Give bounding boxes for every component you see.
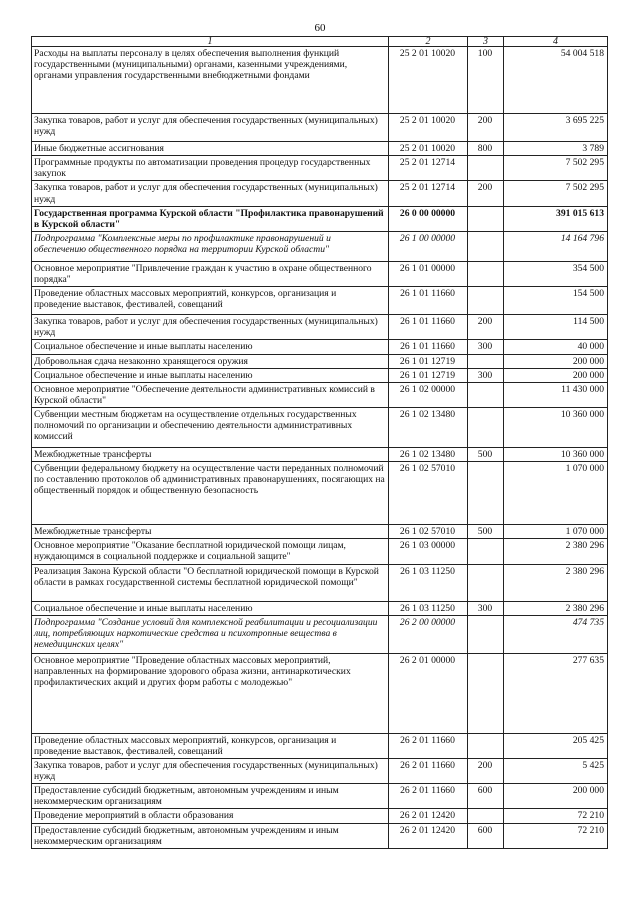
row-name: Подпрограмма "Создание условий для комплексной реабилитации и ресоциализации лиц, потребляющих наркотические средства и психотропные вещества в немедицинских целях" (32, 615, 389, 653)
row-expense-type: 300 (468, 368, 504, 382)
row-amount: 114 500 (504, 315, 608, 340)
table-row (32, 368, 608, 382)
row-expense-type (468, 206, 504, 231)
row-amount: 1 070 000 (504, 525, 608, 539)
row-name: Государственная программа Курской области "Профилактика правонарушений в Курской области" (32, 206, 389, 231)
row-amount: 2 380 296 (504, 539, 608, 564)
row-expense-type (468, 733, 504, 758)
table-row (32, 408, 608, 448)
row-name: Проведение мероприятий в области образования (32, 809, 389, 823)
row-amount: 2 380 296 (504, 601, 608, 615)
row-amount: 3 695 225 (504, 114, 608, 142)
row-code: 26 1 00 00000 (389, 231, 468, 261)
row-name: Основное мероприятие "Оказание бесплатной юридической помощи лицам, нуждающимся в социальной поддержке и социальной защите" (32, 539, 389, 564)
row-expense-type: 200 (468, 181, 504, 206)
row-name: Основное мероприятие "Привлечение граждан к участию в охране общественного порядка" (32, 261, 389, 286)
table-row (32, 564, 608, 601)
row-code: 26 1 03 11250 (389, 601, 468, 615)
row-name: Расходы на выплаты персоналу в целях обеспечения выполнения функций государственными (муниципальными) органами, казенными учреждениями, органами управления государственными внебюджетными фондами (32, 47, 389, 114)
row-name: Проведение областных массовых мероприятий, конкурсов, организация и проведение выставок, фестивалей, совещаний (32, 287, 389, 315)
row-name: Основное мероприятие "Проведение областных массовых мероприятий, направленных на формирование здорового образа жизни, антинаркотических профилактических акций и других форм работы с молодежью" (32, 653, 389, 733)
table-row (32, 340, 608, 354)
row-expense-type (468, 408, 504, 448)
row-code: 26 1 02 57010 (389, 525, 468, 539)
row-expense-type (468, 539, 504, 564)
row-name: Подпрограмма "Комплексные меры по профилактике правонарушений и обеспечению общественного порядка на территории Курской области" (32, 231, 389, 261)
row-expense-type (468, 653, 504, 733)
page-number: 60 (314, 22, 326, 34)
row-code: 26 2 01 12420 (389, 809, 468, 823)
table-row (32, 653, 608, 733)
row-code: 25 2 01 12714 (389, 156, 468, 181)
row-amount: 200 000 (504, 368, 608, 382)
row-expense-type (468, 462, 504, 525)
row-amount: 10 360 000 (504, 408, 608, 448)
row-code: 26 1 01 11660 (389, 315, 468, 340)
row-name: Иные бюджетные ассигнования (32, 142, 389, 156)
row-code: 26 2 00 00000 (389, 615, 468, 653)
row-expense-type (468, 287, 504, 315)
row-expense-type (468, 615, 504, 653)
row-code: 26 2 01 00000 (389, 653, 468, 733)
table-row (32, 231, 608, 261)
table-header-row (32, 37, 608, 47)
row-code: 26 2 01 11660 (389, 784, 468, 809)
row-code: 26 1 01 11660 (389, 340, 468, 354)
row-amount: 3 789 (504, 142, 608, 156)
row-amount: 72 210 (504, 809, 608, 823)
row-code: 26 1 02 13480 (389, 448, 468, 462)
row-code: 26 1 01 00000 (389, 261, 468, 286)
row-name: Предоставление субсидий бюджетным, автономным учреждениям и иным некоммерческим организациям (32, 784, 389, 809)
row-expense-type (468, 231, 504, 261)
row-name: Предоставление субсидий бюджетным, автономным учреждениям и иным некоммерческим организациям (32, 823, 389, 848)
row-amount: 10 360 000 (504, 448, 608, 462)
row-name: Социальное обеспечение и иные выплаты населению (32, 601, 389, 615)
row-name: Закупка товаров, работ и услуг для обеспечения государственных (муниципальных) нужд (32, 315, 389, 340)
row-amount: 2 380 296 (504, 564, 608, 601)
table-row (32, 206, 608, 231)
row-name: Закупка товаров, работ и услуг для обеспечения государственных (муниципальных) нужд (32, 758, 389, 783)
row-expense-type: 200 (468, 758, 504, 783)
row-expense-type (468, 354, 504, 368)
table-row (32, 809, 608, 823)
row-code: 26 0 00 00000 (389, 206, 468, 231)
row-amount: 391 015 613 (504, 206, 608, 231)
table-row (32, 601, 608, 615)
row-amount: 7 502 295 (504, 181, 608, 206)
row-code: 26 2 01 11660 (389, 733, 468, 758)
row-name: Реализация Закона Курской области "О бесплатной юридической помощи в Курской области в рамках государственной системы бесплатной юридической помощи" (32, 564, 389, 601)
row-expense-type: 300 (468, 340, 504, 354)
table-row (32, 539, 608, 564)
table-row (32, 181, 608, 206)
row-expense-type: 100 (468, 47, 504, 114)
row-name: Проведение областных массовых мероприятий, конкурсов, организация и проведение выставок, фестивалей, совещаний (32, 733, 389, 758)
row-amount: 277 635 (504, 653, 608, 733)
row-code: 26 2 01 12420 (389, 823, 468, 848)
row-name: Субвенции федеральному бюджету на осуществление части переданных полномочий по составлению протоколов об административных правонарушениях, посягающих на общественный порядок и общественную безопасность (32, 462, 389, 525)
row-expense-type: 500 (468, 448, 504, 462)
row-name: Закупка товаров, работ и услуг для обеспечения государственных (муниципальных) нужд (32, 114, 389, 142)
row-expense-type: 600 (468, 784, 504, 809)
row-expense-type (468, 156, 504, 181)
budget-table (31, 36, 608, 849)
row-code: 26 1 02 57010 (389, 462, 468, 525)
row-amount: 354 500 (504, 261, 608, 286)
row-amount: 474 735 (504, 615, 608, 653)
table-row (32, 784, 608, 809)
row-expense-type: 200 (468, 315, 504, 340)
header-col-4: 4 (504, 37, 608, 47)
row-amount: 205 425 (504, 733, 608, 758)
table-row (32, 758, 608, 783)
table-row (32, 142, 608, 156)
row-code: 26 2 01 11660 (389, 758, 468, 783)
table-row (32, 261, 608, 286)
row-code: 26 1 01 11660 (389, 287, 468, 315)
row-code: 26 1 03 00000 (389, 539, 468, 564)
row-amount: 1 070 000 (504, 462, 608, 525)
table-row (32, 315, 608, 340)
row-name: Социальное обеспечение и иные выплаты населению (32, 340, 389, 354)
row-name: Добровольная сдача незаконно хранящегося оружия (32, 354, 389, 368)
row-name: Закупка товаров, работ и услуг для обеспечения государственных (муниципальных) нужд (32, 181, 389, 206)
row-expense-type (468, 261, 504, 286)
row-amount: 14 164 796 (504, 231, 608, 261)
row-code: 25 2 01 10020 (389, 142, 468, 156)
row-name: Межбюджетные трансферты (32, 525, 389, 539)
row-amount: 54 004 518 (504, 47, 608, 114)
row-name: Программные продукты по автоматизации проведения процедур государственных закупок (32, 156, 389, 181)
table-row (32, 462, 608, 525)
table-row (32, 823, 608, 848)
row-code: 25 2 01 12714 (389, 181, 468, 206)
table-row (32, 47, 608, 114)
row-code: 26 1 02 00000 (389, 382, 468, 407)
row-expense-type (468, 809, 504, 823)
row-name: Основное мероприятие "Обеспечение деятельности административных комиссий в Курской области" (32, 382, 389, 407)
row-code: 25 2 01 10020 (389, 47, 468, 114)
table-row (32, 156, 608, 181)
header-col-2: 2 (389, 37, 468, 47)
table-row (32, 733, 608, 758)
row-expense-type: 800 (468, 142, 504, 156)
row-expense-type: 500 (468, 525, 504, 539)
row-amount: 200 000 (504, 784, 608, 809)
row-expense-type (468, 564, 504, 601)
row-expense-type: 200 (468, 114, 504, 142)
row-expense-type (468, 382, 504, 407)
row-amount: 154 500 (504, 287, 608, 315)
row-amount: 7 502 295 (504, 156, 608, 181)
row-amount: 200 000 (504, 354, 608, 368)
row-name: Субвенции местным бюджетам на осуществление отдельных государственных полномочий по организации и обеспечению деятельности административных комиссий (32, 408, 389, 448)
table-row (32, 114, 608, 142)
row-name: Межбюджетные трансферты (32, 448, 389, 462)
header-col-1: 1 (32, 37, 389, 47)
row-code: 26 1 02 13480 (389, 408, 468, 448)
table-row (32, 615, 608, 653)
row-expense-type: 600 (468, 823, 504, 848)
table-row (32, 382, 608, 407)
row-code: 26 1 01 12719 (389, 354, 468, 368)
table-row (32, 448, 608, 462)
table-row (32, 287, 608, 315)
header-col-3: 3 (468, 37, 504, 47)
table-row (32, 525, 608, 539)
row-code: 26 1 03 11250 (389, 564, 468, 601)
row-name: Социальное обеспечение и иные выплаты населению (32, 368, 389, 382)
row-code: 25 2 01 10020 (389, 114, 468, 142)
row-amount: 40 000 (504, 340, 608, 354)
row-code: 26 1 01 12719 (389, 368, 468, 382)
row-amount: 72 210 (504, 823, 608, 848)
row-amount: 5 425 (504, 758, 608, 783)
row-expense-type: 300 (468, 601, 504, 615)
row-amount: 11 430 000 (504, 382, 608, 407)
table-row (32, 354, 608, 368)
